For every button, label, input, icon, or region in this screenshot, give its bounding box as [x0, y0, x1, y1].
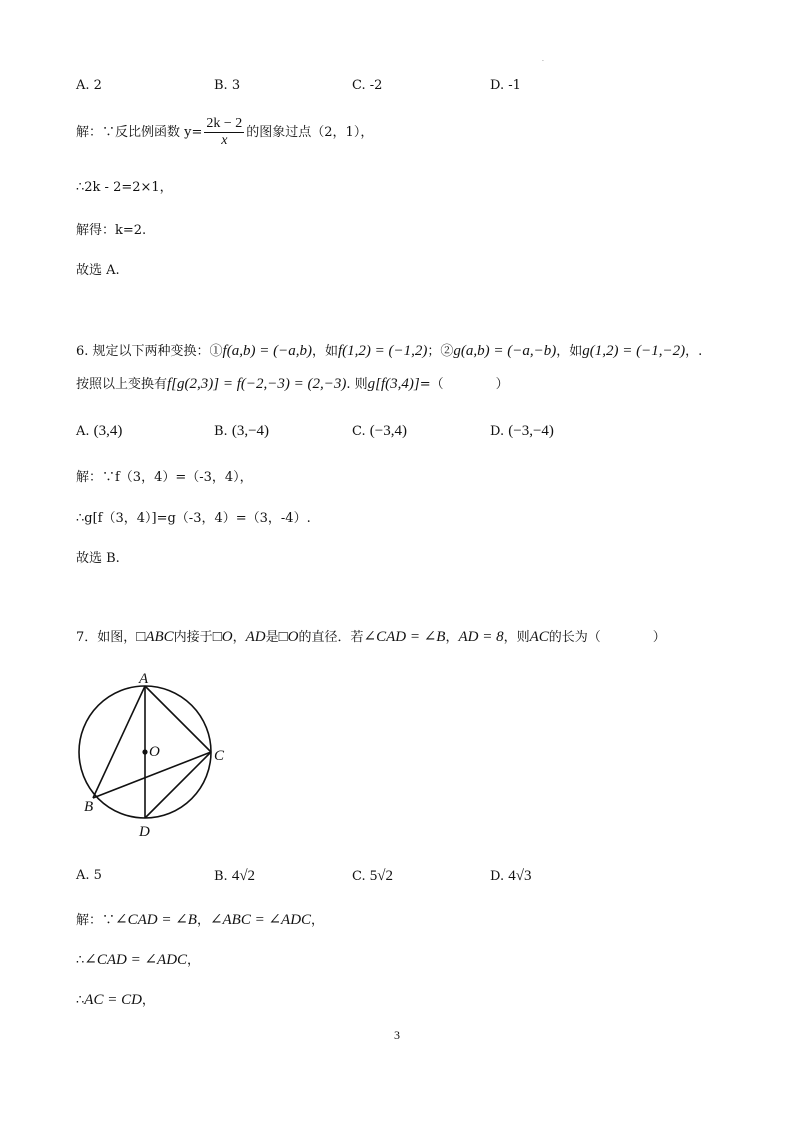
q5-solution-line1: 解：∵反比例函数 y= $\frac{2k - 2}{x}$ 的图象过点（2，1），	[76, 116, 374, 148]
q6-option-c: C. (−3,4)	[352, 423, 407, 439]
q5-option-d: D. -1	[490, 78, 521, 93]
q6-option-b: B. (3,−4)	[214, 423, 270, 439]
q6-stem-line1: 6. 规定以下两种变换：①f(a,b) = (−a,b)，如f(1,2) = (−1,2)；②g(a,b) = (−a,−b)，如g(1,2) = (−1,−2)，.	[76, 343, 703, 359]
segment-cd	[145, 752, 211, 818]
q7-option-d: D. 4√3	[490, 868, 532, 884]
q7-option-a: A. 5	[76, 868, 102, 883]
q5-option-c: C. -2	[352, 78, 383, 93]
q7-solution-line2: ∴∠CAD = ∠ADC，	[76, 952, 201, 968]
label-d: D	[139, 824, 150, 840]
q6-option-d: D. (−3,−4)	[490, 423, 554, 439]
label-b: B	[84, 799, 94, 815]
label-c: C	[214, 748, 225, 764]
q7-solution-line1: 解：∵∠CAD = ∠B，∠ABC = ∠ADC，	[76, 912, 325, 928]
q6-stem-line2: 按照以上变换有f[g(2,3)] = f(−2,−3) = (2,−3). 则g[f(3,4)]=（ ）	[76, 376, 509, 392]
fraction: $\frac{2k - 2}{x}$	[206, 116, 243, 148]
q6-solution-line1: 解：∵f（3，4）=（-3，4），	[76, 470, 253, 485]
page-number: 3	[394, 1028, 400, 1042]
q7-option-c: C. 5√2	[352, 868, 393, 884]
q5-solution-line3: 解得：k=2.	[76, 223, 147, 238]
q6-solution-line2: ∴g[f（3，4）]=g（-3，4）=（3，-4）.	[76, 511, 311, 526]
q7-solution-line3: ∴AC = CD，	[76, 992, 155, 1008]
q6-option-a: A. (3,4)	[76, 423, 123, 439]
segment-ac	[145, 686, 211, 752]
center-point	[142, 749, 147, 754]
q5-solution-line4: 故选 A.	[76, 263, 120, 278]
label-a: A	[139, 671, 149, 687]
q6-solution-line3: 故选 B.	[76, 551, 120, 566]
q7-option-b: B. 4√2	[214, 868, 256, 884]
q5-solution-line2: ∴2k - 2=2×1，	[76, 180, 173, 195]
circle-figure	[66, 668, 236, 840]
q5-option-a: A. 2	[76, 78, 102, 93]
label-o: O	[149, 744, 160, 760]
q5-option-b: B. 3	[214, 78, 241, 93]
q7-stem: 7．如图，□ABC内接于□O，AD是□O的直径．若∠CAD = ∠B，AD = 8，则AC的长为（ ）	[76, 629, 666, 645]
corner-mark: ·	[542, 58, 544, 65]
